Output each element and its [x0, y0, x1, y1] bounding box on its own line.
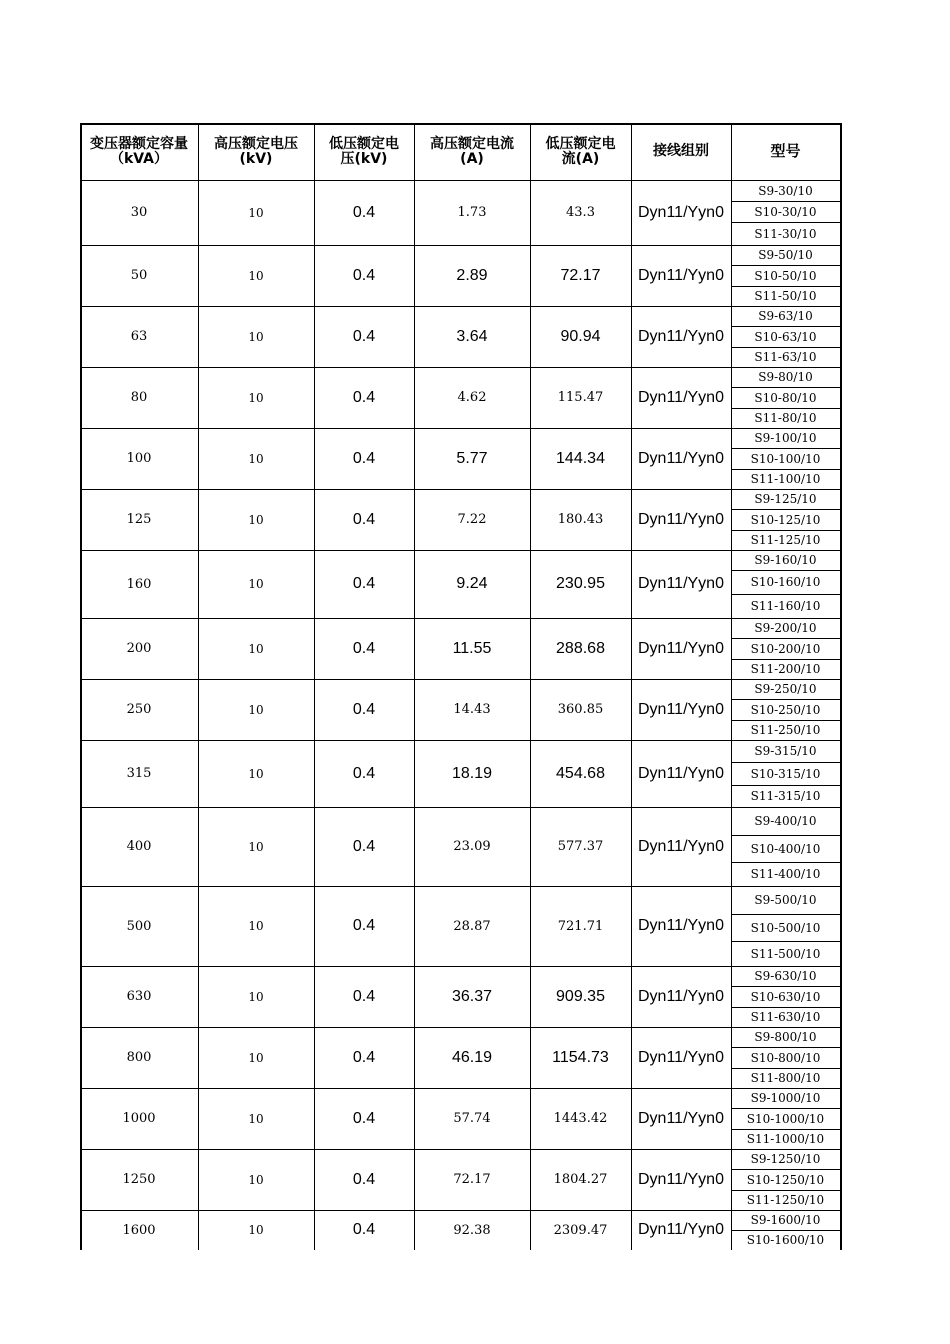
capacity-cell: 250	[126, 702, 152, 717]
model-cell: S10-30/10	[754, 204, 817, 219]
model-cell: S9-315/10	[754, 744, 817, 758]
model-divider	[731, 222, 841, 223]
lv-current-cell: 454.68	[556, 764, 605, 782]
hv-current-cell: 9.24	[456, 575, 488, 592]
model-cell: S11-100/10	[750, 472, 821, 486]
hv-voltage-cell: 10	[248, 451, 264, 466]
model-cell: S11-630/10	[750, 1010, 821, 1024]
wiring-group-cell: Dyn11/Yyn0	[638, 449, 724, 467]
capacity-cell: 1600	[122, 1222, 156, 1238]
wiring-group-cell: Dyn11/Yyn0	[638, 203, 724, 221]
lv-voltage-cell: 0.4	[352, 449, 376, 467]
model-cell: S9-800/10	[754, 1030, 817, 1044]
model-divider	[731, 347, 841, 348]
lv-voltage-cell: 0.4	[352, 987, 376, 1005]
header-capacity: 变压器额定容量 （kVA）	[90, 135, 188, 167]
hv-voltage-cell: 10	[248, 577, 264, 591]
header-wiring-group: 接线组别	[653, 143, 709, 159]
model-divider	[731, 387, 841, 388]
hv-current-cell: 7.22	[457, 512, 487, 527]
hv-current-cell: 1.73	[457, 205, 487, 220]
model-cell: S11-63/10	[754, 350, 817, 364]
capacity-cell: 315	[126, 766, 152, 781]
model-cell: S9-500/10	[754, 893, 817, 907]
lv-current-cell: 1154.73	[552, 1048, 609, 1066]
model-divider	[731, 1007, 841, 1008]
model-cell: S11-500/10	[750, 946, 821, 961]
model-cell: S10-63/10	[754, 329, 817, 344]
model-divider	[731, 862, 841, 863]
model-cell: S11-30/10	[754, 226, 817, 241]
model-cell: S9-160/10	[754, 553, 817, 567]
hv-voltage-cell: 10	[248, 702, 264, 717]
model-divider	[731, 835, 841, 836]
lv-current-cell: 909.35	[556, 987, 605, 1005]
capacity-cell: 30	[130, 205, 148, 220]
model-divider	[731, 1230, 841, 1231]
model-divider	[731, 408, 841, 409]
model-divider	[731, 1190, 841, 1191]
column-divider	[530, 123, 531, 1250]
wiring-group-cell: Dyn11/Yyn0	[638, 510, 724, 528]
capacity-cell: 1250	[122, 1172, 156, 1187]
capacity-cell: 800	[126, 1050, 152, 1065]
model-divider	[731, 1108, 841, 1109]
wiring-group-cell: Dyn11/Yyn0	[638, 1109, 724, 1127]
column-divider	[314, 123, 315, 1250]
lv-voltage-cell: 0.4	[352, 639, 376, 657]
wiring-group-cell: Dyn11/Yyn0	[638, 1170, 724, 1188]
model-cell: S9-1600/10	[750, 1213, 821, 1227]
model-divider	[731, 986, 841, 987]
lv-voltage-cell: 0.4	[352, 388, 376, 406]
header-hv-current: 高压额定电流 (A)	[430, 135, 514, 167]
column-divider	[198, 123, 199, 1250]
hv-voltage-cell: 10	[248, 390, 264, 405]
model-cell: S9-30/10	[758, 183, 813, 198]
model-divider	[731, 720, 841, 721]
wiring-group-cell: Dyn11/Yyn0	[638, 764, 724, 782]
model-cell: S10-630/10	[750, 989, 821, 1004]
wiring-group-cell: Dyn11/Yyn0	[638, 987, 724, 1005]
lv-voltage-cell: 0.4	[352, 917, 376, 934]
hv-current-cell: 23.09	[453, 839, 491, 854]
wiring-group-cell: Dyn11/Yyn0	[638, 388, 724, 406]
lv-voltage-cell: 0.4	[352, 837, 376, 855]
model-divider	[731, 762, 841, 763]
lv-current-cell: 43.3	[566, 205, 595, 220]
hv-voltage-cell: 10	[248, 1050, 264, 1065]
lv-current-cell: 577.37	[557, 839, 604, 854]
model-cell: S9-400/10	[754, 814, 817, 828]
model-divider	[731, 594, 841, 595]
capacity-cell: 1000	[122, 1111, 156, 1126]
column-divider	[80, 123, 82, 1250]
model-cell: S11-315/10	[750, 789, 821, 803]
capacity-cell: 160	[126, 576, 152, 592]
model-cell: S11-125/10	[750, 533, 821, 547]
model-divider	[731, 941, 841, 942]
wiring-group-cell: Dyn11/Yyn0	[638, 639, 724, 657]
capacity-cell: 125	[126, 512, 152, 527]
hv-current-cell: 46.19	[451, 1048, 493, 1066]
model-divider	[731, 1169, 841, 1170]
lv-current-cell: 144.34	[556, 449, 605, 467]
model-cell: S10-315/10	[750, 766, 821, 781]
model-divider	[731, 509, 841, 510]
hv-current-cell: 28.87	[453, 918, 491, 934]
lv-voltage-cell: 0.4	[352, 266, 376, 284]
hv-voltage-cell: 10	[248, 1111, 264, 1126]
hv-voltage-cell: 10	[248, 919, 264, 933]
hv-current-cell: 92.38	[453, 1222, 491, 1238]
capacity-cell: 80	[130, 390, 148, 405]
hv-voltage-cell: 10	[248, 839, 264, 854]
model-divider	[731, 638, 841, 639]
hv-voltage-cell: 10	[248, 989, 264, 1004]
hv-current-cell: 2.89	[456, 266, 488, 284]
model-divider	[731, 201, 841, 202]
lv-voltage-cell: 0.4	[352, 203, 376, 221]
model-cell: S10-200/10	[750, 641, 821, 656]
model-divider	[731, 286, 841, 287]
model-cell: S11-200/10	[750, 662, 821, 676]
lv-voltage-cell: 0.4	[352, 764, 376, 782]
lv-voltage-cell: 0.4	[352, 1221, 376, 1238]
column-divider	[631, 123, 632, 1250]
hv-current-cell: 3.64	[456, 327, 488, 345]
model-cell: S11-400/10	[750, 867, 821, 881]
model-divider	[731, 530, 841, 531]
header-bottom-border	[80, 180, 841, 181]
hv-voltage-cell: 10	[248, 1223, 264, 1237]
model-cell: S9-50/10	[758, 248, 813, 262]
lv-current-cell: 230.95	[556, 575, 605, 592]
hv-voltage-cell: 10	[248, 641, 264, 656]
model-divider	[731, 448, 841, 449]
hv-current-cell: 57.74	[453, 1111, 491, 1126]
model-cell: S10-1000/10	[746, 1111, 825, 1126]
header-top-border	[80, 123, 841, 125]
model-cell: S11-50/10	[754, 289, 817, 303]
hv-voltage-cell: 10	[248, 512, 264, 527]
wiring-group-cell: Dyn11/Yyn0	[638, 917, 724, 934]
model-divider	[731, 469, 841, 470]
capacity-cell: 630	[126, 989, 152, 1004]
model-cell: S10-250/10	[750, 702, 821, 717]
hv-voltage-cell: 10	[248, 1172, 264, 1187]
wiring-group-cell: Dyn11/Yyn0	[638, 327, 724, 345]
lv-voltage-cell: 0.4	[352, 1109, 376, 1127]
capacity-cell: 500	[126, 918, 152, 934]
lv-current-cell: 115.47	[557, 390, 604, 405]
capacity-cell: 63	[130, 329, 148, 344]
header-lv-voltage: 低压额定电 压(kV)	[329, 135, 399, 167]
model-cell: S9-125/10	[754, 492, 817, 506]
model-cell: S11-1000/10	[746, 1132, 825, 1146]
wiring-group-cell: Dyn11/Yyn0	[638, 837, 724, 855]
lv-current-cell: 72.17	[560, 266, 601, 284]
hv-current-cell: 36.37	[451, 987, 493, 1005]
model-divider	[731, 1047, 841, 1048]
model-cell: S9-200/10	[754, 621, 817, 635]
hv-voltage-cell: 10	[248, 268, 264, 283]
wiring-group-cell: Dyn11/Yyn0	[638, 1048, 724, 1066]
hv-voltage-cell: 10	[248, 329, 264, 344]
model-divider	[731, 1068, 841, 1069]
lv-voltage-cell: 0.4	[352, 700, 376, 718]
wiring-group-cell: Dyn11/Yyn0	[638, 575, 724, 592]
model-cell: S10-1250/10	[746, 1172, 825, 1187]
column-divider	[840, 123, 842, 1250]
header-hv-voltage: 高压额定电压 (kV)	[214, 135, 298, 167]
model-cell: S10-800/10	[750, 1050, 821, 1065]
model-cell: S9-250/10	[754, 682, 817, 696]
lv-current-cell: 360.85	[557, 702, 604, 717]
header-lv-current: 低压额定电 流(A)	[545, 135, 616, 167]
model-cell: S10-160/10	[750, 575, 821, 589]
lv-current-cell: 288.68	[556, 639, 605, 657]
lv-voltage-cell: 0.4	[352, 1170, 376, 1188]
model-cell: S11-160/10	[750, 599, 821, 613]
model-cell: S9-1250/10	[750, 1152, 821, 1166]
model-cell: S10-100/10	[750, 451, 821, 466]
capacity-cell: 200	[126, 641, 152, 656]
lv-current-cell: 90.94	[560, 327, 601, 345]
model-cell: S9-80/10	[758, 370, 813, 384]
model-divider	[731, 699, 841, 700]
lv-current-cell: 180.43	[557, 512, 604, 527]
model-divider	[731, 659, 841, 660]
lv-voltage-cell: 0.4	[352, 327, 376, 345]
hv-current-cell: 72.17	[453, 1172, 491, 1187]
model-cell: S11-1250/10	[746, 1193, 825, 1207]
model-cell: S10-500/10	[750, 920, 821, 935]
column-divider	[414, 123, 415, 1250]
lv-current-cell: 1443.42	[553, 1111, 608, 1126]
model-cell: S11-80/10	[754, 411, 817, 425]
lv-current-cell: 1804.27	[553, 1172, 608, 1187]
capacity-cell: 50	[130, 268, 148, 283]
hv-current-cell: 11.55	[452, 639, 492, 657]
wiring-group-cell: Dyn11/Yyn0	[638, 1221, 724, 1238]
lv-voltage-cell: 0.4	[352, 575, 376, 592]
lv-voltage-cell: 0.4	[352, 1048, 376, 1066]
wiring-group-cell: Dyn11/Yyn0	[638, 266, 724, 284]
model-cell: S9-630/10	[754, 969, 817, 983]
hv-current-cell: 4.62	[457, 390, 487, 405]
model-cell: S9-63/10	[758, 309, 813, 323]
header-model: 型号	[770, 142, 801, 160]
model-cell: S9-100/10	[754, 431, 817, 445]
wiring-group-cell: Dyn11/Yyn0	[638, 700, 724, 718]
lv-voltage-cell: 0.4	[352, 510, 376, 528]
model-divider	[731, 785, 841, 786]
hv-current-cell: 5.77	[456, 449, 488, 467]
capacity-cell: 400	[126, 839, 152, 854]
lv-current-cell: 2309.47	[553, 1222, 608, 1238]
model-cell: S10-400/10	[750, 841, 821, 856]
model-cell: S10-80/10	[754, 390, 817, 405]
model-cell: S11-250/10	[750, 723, 821, 737]
model-cell: S9-1000/10	[750, 1091, 821, 1105]
hv-voltage-cell: 10	[248, 205, 264, 220]
model-divider	[731, 570, 841, 571]
capacity-cell: 100	[126, 451, 152, 466]
model-cell: S11-800/10	[750, 1071, 821, 1085]
hv-current-cell: 14.43	[453, 702, 491, 717]
model-cell: S10-50/10	[754, 268, 817, 283]
model-cell: S10-125/10	[750, 512, 821, 527]
model-cell: S10-1600/10	[746, 1233, 825, 1247]
column-divider	[731, 123, 732, 1250]
hv-current-cell: 18.19	[451, 764, 493, 782]
hv-voltage-cell: 10	[248, 766, 264, 781]
model-divider	[731, 1129, 841, 1130]
model-divider	[731, 326, 841, 327]
model-divider	[731, 265, 841, 266]
lv-current-cell: 721.71	[557, 918, 604, 934]
model-divider	[731, 914, 841, 915]
